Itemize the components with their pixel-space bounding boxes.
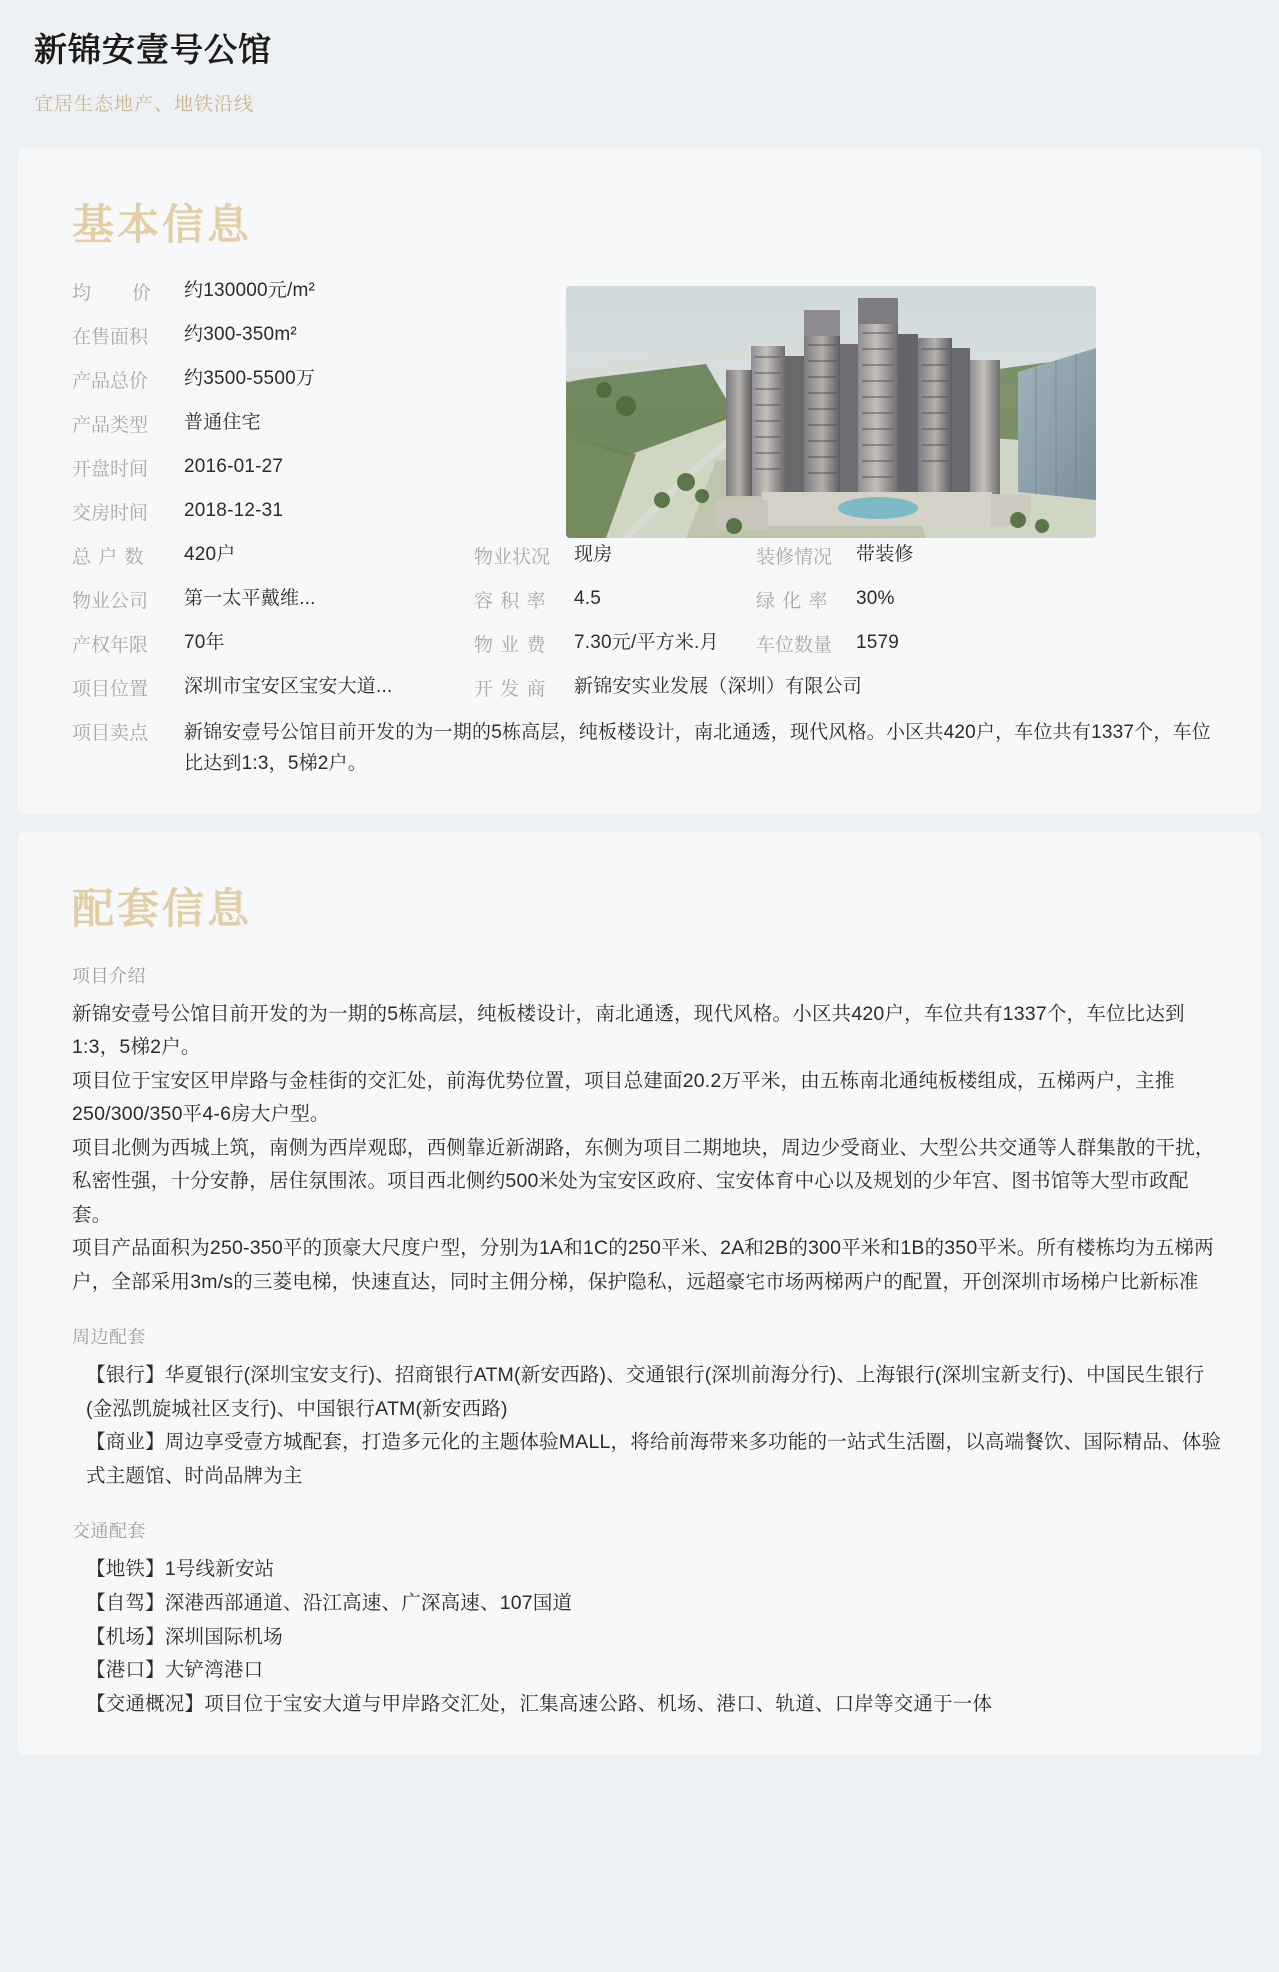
field-value: 带装修: [856, 544, 914, 565]
field-label: 物业公司: [72, 591, 149, 612]
field-value: 4.5: [574, 588, 602, 609]
field-label: 物业状况: [474, 547, 551, 568]
field-value: 7.30元/平方米.月: [574, 632, 719, 653]
around-items: [72, 1359, 1222, 1493]
basic-info-top: [56, 278, 1223, 542]
field-property-company: [72, 586, 474, 613]
intro-paragraphs: [72, 998, 1222, 1300]
field-total-price: [72, 366, 556, 393]
field-label: 容 积 率: [474, 591, 547, 612]
field-value: 420户: [184, 544, 236, 565]
field-project-location: [72, 674, 474, 701]
traffic-item: 【自驾】深港西部通道、沿江高速、广深高速、107国道: [86, 1591, 573, 1614]
field-label: 绿 化 率: [756, 591, 829, 612]
intro-paragraph: 项目位于宝安区甲岸路与金桂街的交汇处，前海优势位置，项目总建面20.2万平米，由五栋南北通纯板楼组成，五梯两户，主推250/300/350平4-6房大户型。: [72, 1069, 1175, 1126]
field-ownership-years: [72, 630, 474, 657]
traffic-items: [72, 1553, 1222, 1721]
field-plot-ratio: [474, 586, 756, 613]
row-units-status-decoration: [56, 542, 1223, 569]
field-label: 产品总价: [72, 371, 149, 392]
field-property-status: [474, 542, 756, 569]
traffic-item: 【机场】深圳国际机场: [86, 1625, 284, 1648]
field-parking-count: [756, 630, 1223, 657]
traffic-item: 【交通概况】项目位于宝安大道与甲岸路交汇处，汇集高速公路、机场、港口、轨道、口岸等交通于一体: [86, 1692, 993, 1715]
traffic-item: 【地铁】1号线新安站: [86, 1558, 275, 1581]
facility-info-card: [18, 832, 1261, 1756]
intro-paragraph: 新锦安壹号公馆目前开发的为一期的5栋高层，纯板楼设计，南北通透，现代风格。小区共420户，车位共有1337个，车位比达到1:3，5梯2户。: [72, 1002, 1185, 1059]
field-value: 30%: [856, 588, 895, 609]
basic-info-card: [18, 148, 1261, 814]
field-decoration: [756, 542, 1223, 569]
row-ownership-fee-parking: [56, 630, 1223, 657]
field-property-fee: [474, 630, 756, 657]
row-company-ratio-green: [56, 586, 1223, 613]
intro-paragraph: 项目产品面积为250-350平的顶豪大尺度户型，分别为1A和1C的250平米、2A和2B的300平米和1B的350平米。所有楼栋均为五梯两户，全部采用3m/s的三菱电梯，快速直达，同时主佣分梯，保护隐私，远超豪宅市场两梯两户的配置，开创深圳市场梯户比新标准: [72, 1237, 1214, 1293]
field-value: 70年: [184, 632, 225, 653]
field-value: 现房: [574, 544, 613, 565]
field-label: 装修情况: [756, 547, 833, 568]
field-opening-date: [72, 454, 556, 481]
field-label: 开盘时间: [72, 459, 149, 480]
row-location-developer: [56, 674, 1223, 701]
field-value: 新锦安实业发展（深圳）有限公司: [574, 676, 863, 697]
field-value: 新锦安壹号公馆目前开发的为一期的5栋高层，纯板楼设计，南北通透，现代风格。小区共420户，车位共有1337个，车位比达到1:3，5梯2户。: [184, 722, 1211, 774]
basic-info-title: 基本信息: [72, 201, 253, 248]
project-aerial-photo: [566, 286, 1096, 538]
field-developer: [474, 674, 1223, 701]
field-label: 开 发 商: [474, 679, 547, 700]
field-value: 约3500-5500万: [184, 368, 316, 389]
field-value: 2016-01-27: [184, 456, 284, 477]
page-subtitle: 宜居生态地产、地铁沿线: [34, 94, 255, 115]
field-delivery-date: [72, 498, 556, 525]
field-label: 交房时间: [72, 503, 149, 524]
intro-label: 项目介绍: [72, 965, 146, 986]
field-green-ratio: [756, 586, 1223, 613]
field-label: 项目位置: [72, 679, 149, 700]
field-value: 普通住宅: [184, 412, 261, 433]
field-value: 1579: [856, 632, 900, 653]
field-value: 约300-350m²: [184, 324, 297, 345]
field-label: 产品类型: [72, 415, 149, 436]
traffic-label: 交通配套: [72, 1521, 146, 1542]
field-label: 车位数量: [756, 635, 833, 656]
field-average-price: [72, 278, 556, 305]
around-item: 【银行】华夏银行(深圳宝安支行)、招商银行ATM(新安西路)、交通银行(深圳前海分行)、上海银行(深圳宝新支行)、中国民生银行(金泓凯旋城社区支行)、中国银行ATM(新安西路): [86, 1364, 1205, 1420]
page-title: 新锦安壹号公馆: [34, 31, 272, 68]
intro-paragraph: 项目北侧为西城上筑，南侧为西岸观邸，西侧靠近新湖路，东侧为项目二期地块，周边少受商业、大型公共交通等人群集散的干扰，私密性强，十分安静，居住氛围浓。项目西北侧约500米处为宝安区政府、宝安体育中心以及规划的少年宫、图书馆等大型市政配套。: [72, 1136, 1215, 1226]
field-value: 深圳市宝安区宝安大道...: [184, 676, 393, 697]
field-value: 约130000元/m²: [184, 280, 316, 301]
field-product-type: [72, 410, 556, 437]
field-label: 产权年限: [72, 635, 149, 656]
field-selling-area: [72, 322, 556, 349]
field-label: 在售面积: [72, 327, 149, 348]
field-label: 项目卖点: [72, 723, 149, 744]
field-selling-points: [56, 718, 1223, 780]
basic-info-fields: [56, 278, 556, 542]
facility-info-title: 配套信息: [72, 884, 253, 932]
page-header: [0, 0, 1279, 130]
field-total-units: [72, 542, 474, 569]
field-value: 第一太平戴维...: [184, 588, 316, 609]
around-label: 周边配套: [72, 1327, 146, 1348]
around-item: 【商业】周边享受壹方城配套，打造多元化的主题体验MALL，将给前海带来多功能的一站式生活圈，以高端餐饮、国际精品、体验式主题馆、时尚品牌为主: [86, 1431, 1222, 1487]
basic-info-photo-wrap: [556, 278, 1223, 538]
field-label: 总 户 数: [72, 547, 145, 568]
traffic-item: 【港口】大铲湾港口: [86, 1659, 264, 1682]
field-label: 物 业 费: [474, 635, 547, 656]
field-value: 2018-12-31: [184, 500, 284, 521]
field-label: 均 价: [72, 283, 153, 304]
